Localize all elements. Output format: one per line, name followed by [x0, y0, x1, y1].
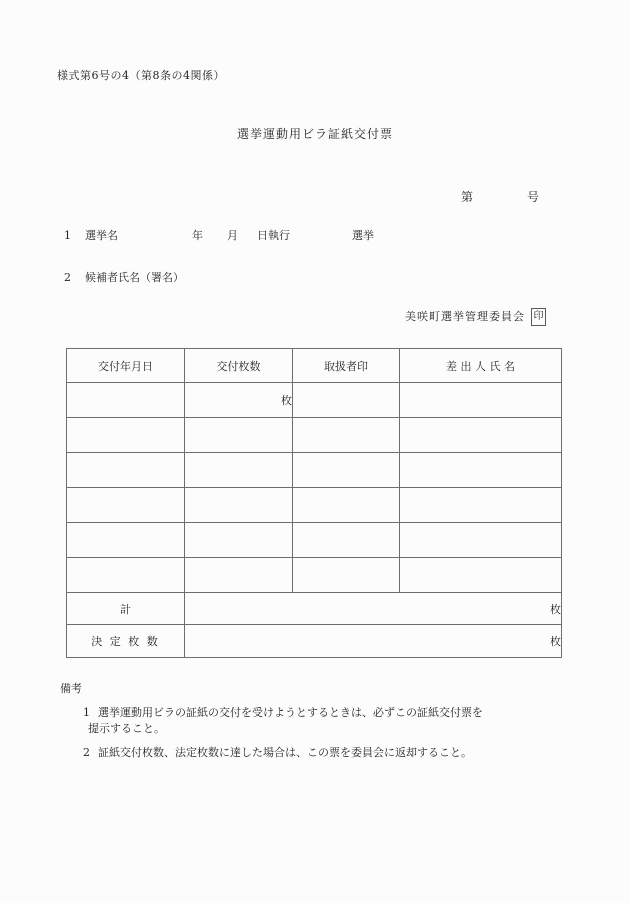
- note-item-1-line-1: 選挙運動用ビラの証紙の交付を受けようとするときは、必ずこの証紙交付票を: [98, 706, 483, 719]
- issued-count-cell: [185, 418, 293, 453]
- committee-name: 美咲町選挙管理委員会: [405, 309, 525, 323]
- note-item-1-line-2: 提示すること。: [88, 722, 165, 735]
- sender-name-cell: [400, 453, 562, 488]
- sender-name-cell: [400, 558, 562, 593]
- handler-seal-cell: [293, 418, 400, 453]
- issue-date-cell: [67, 453, 185, 488]
- table-row: [67, 383, 562, 418]
- table-row: [67, 488, 562, 523]
- column-header-issued-count: 交付枚数: [185, 349, 293, 383]
- table-row: [67, 453, 562, 488]
- field-candidate-number: 2: [64, 271, 71, 284]
- issued-count-cell: [185, 523, 293, 558]
- serial-number-suffix: 号: [527, 190, 540, 204]
- issued-count-unit-cell: 枚: [185, 383, 293, 418]
- field-election-month-label: 月: [227, 229, 238, 242]
- field-election-year-label: 年: [192, 229, 203, 242]
- issue-date-cell: [67, 558, 185, 593]
- seal-placeholder-box: 印: [531, 308, 546, 326]
- decided-count-row: [67, 625, 562, 658]
- decided-count-unit-cell: 枚: [185, 625, 562, 658]
- field-election-suffix-label: 選挙: [352, 229, 374, 242]
- total-unit-cell: 枚: [185, 593, 562, 625]
- column-header-handler-seal: 取扱者印: [293, 349, 400, 383]
- column-header-issue-date: 交付年月日: [67, 349, 185, 383]
- field-election-label: 選挙名: [85, 229, 118, 242]
- serial-number-prefix: 第: [461, 190, 474, 204]
- table-header-row: [67, 349, 562, 383]
- issue-date-cell: [67, 383, 185, 418]
- issue-date-cell: [67, 488, 185, 523]
- decided-count-label-cell: 決 定 枚 数: [67, 625, 185, 658]
- handler-seal-cell: [293, 383, 400, 418]
- total-label-cell: 計: [67, 593, 185, 625]
- issue-date-cell: [67, 418, 185, 453]
- table-row: [67, 523, 562, 558]
- column-header-sender-name: 差 出 人 氏 名: [400, 349, 562, 383]
- issuance-table: [66, 348, 562, 658]
- issued-count-cell: [185, 558, 293, 593]
- handler-seal-cell: [293, 488, 400, 523]
- issued-count-cell: [185, 453, 293, 488]
- field-candidate-label: 候補者氏名（署名）: [85, 271, 184, 284]
- committee-line: [405, 307, 546, 326]
- field-election-number: 1: [64, 229, 71, 242]
- note-item-1-number: 1: [83, 706, 90, 719]
- sender-name-cell: [400, 488, 562, 523]
- note-item-2-line-1: 証紙交付枚数、法定枚数に達した場合は、この票を委員会に返却すること。: [98, 746, 472, 759]
- handler-seal-cell: [293, 453, 400, 488]
- issued-count-cell: [185, 488, 293, 523]
- handler-seal-cell: [293, 558, 400, 593]
- form-number: 様式第6号の4（第8条の4関係）: [57, 69, 225, 82]
- note-item-2-number: 2: [83, 746, 90, 759]
- handler-seal-cell: [293, 523, 400, 558]
- sender-name-cell: [400, 523, 562, 558]
- table-row: [67, 418, 562, 453]
- notes-heading: 備考: [60, 682, 82, 695]
- sender-name-cell: [400, 418, 562, 453]
- document-title: 選挙運動用ビラ証紙交付票: [236, 127, 393, 141]
- table-row: [67, 558, 562, 593]
- sender-name-cell: [400, 383, 562, 418]
- field-election-day-exec-label: 日執行: [257, 229, 290, 242]
- total-row: [67, 593, 562, 625]
- issue-date-cell: [67, 523, 185, 558]
